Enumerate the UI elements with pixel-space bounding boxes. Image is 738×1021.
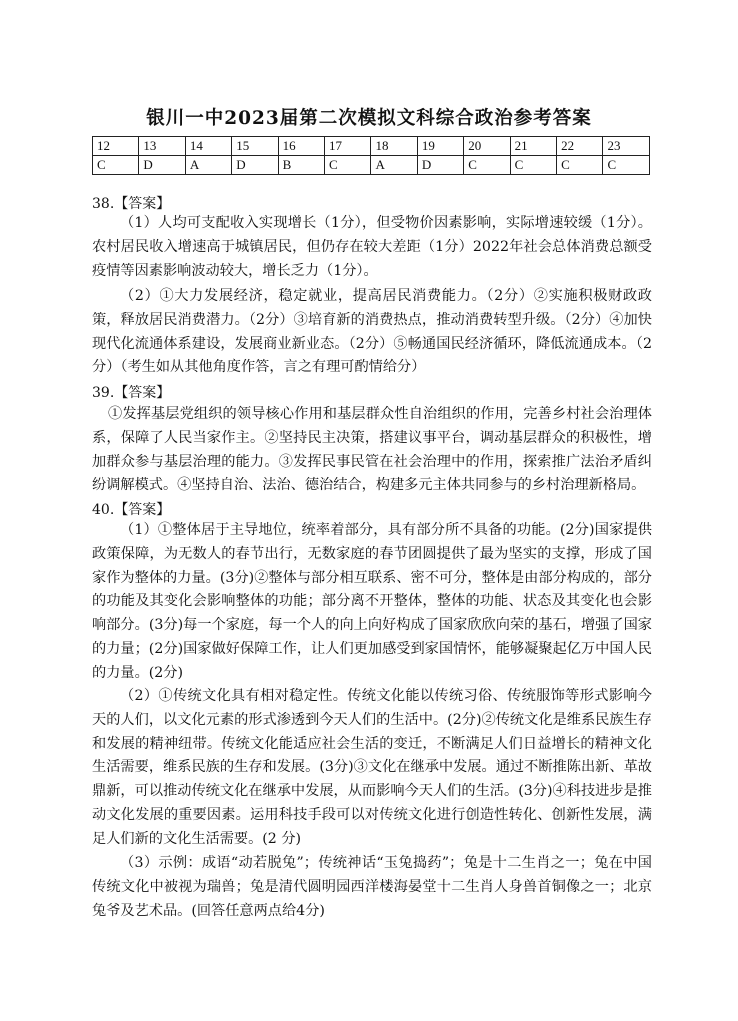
table-cell: D — [139, 156, 185, 175]
table-cell: 17 — [325, 137, 371, 156]
table-cell: 16 — [278, 137, 324, 156]
table-cell: C — [93, 156, 139, 175]
table-cell: B — [278, 156, 324, 175]
table-cell: 12 — [93, 137, 139, 156]
table-cell: 21 — [510, 137, 556, 156]
table-cell: 13 — [139, 137, 185, 156]
table-cell: A — [185, 156, 231, 175]
answer-row — [93, 156, 650, 175]
answer-table — [92, 136, 650, 175]
q40-part1: （1）①整体居于主导地位，统率着部分，具有部分所不具备的功能。(2分)国家提供政策保障，为无数人的春节出行，无数家庭的春节团圆提供了最为坚实的支撑，形成了国家作为整体的力量。(3分)②整体与部分相互联系、密不可分，整体是由部分构成的，部分的功能及其变化会影响整体的功能；部分离不开整体，整体的功能、状态及其变化也会影响部分。(3分)每一个家庭，每一个人的向上向好构成了国家欣欣向荣的基石，增强了国家的力量；(2分)国家做好保障工作，让人们更加感受到家国情怀，能够凝聚起亿万中国人民的力量。(2分) — [92, 522, 652, 681]
table-cell: 23 — [603, 137, 650, 156]
table-cell: D — [232, 156, 278, 175]
q38-heading: 38.【答案】 — [92, 196, 171, 212]
table-cell: 18 — [371, 137, 417, 156]
q38-part1: （1）人均可支配收入实现增长（1分），但受物价因素影响，实际增速较缓（1分）。农村居民收入增速高于城镇居民，但仍存在较大差距（1分）2022年社会总体消费总额受疫情等因素影响波动较大，增长乏力（1分）。 — [92, 215, 652, 279]
question-number-row — [93, 137, 650, 156]
q39-heading: 39.【答案】 — [92, 385, 171, 401]
table-cell: 22 — [557, 137, 603, 156]
page-title: 银川一中2023届第二次模拟文科综合政治参考答案 — [146, 108, 592, 129]
q39-answer: ①发挥基层党组织的领导核心作用和基层群众性自治组织的作用，完善乡村社会治理体系，保障了人民当家作主。②坚持民主决策，搭建议事平台，调动基层群众的积极性，增加群众参与基层治理的能力。③发挥民事民管在社会治理中的作用，探索推广法治矛盾纠纷调解模式。④坚持自治、法治、德治结合，构建多元主体共同参与的乡村治理新格局。 — [92, 406, 652, 494]
table-cell: 14 — [185, 137, 231, 156]
table-cell: C — [603, 156, 650, 175]
table-cell: C — [464, 156, 510, 175]
q40-part2: （2）①传统文化具有相对稳定性。传统文化能以传统习俗、传统服饰等形式影响今天的人们，以文化元素的形式渗透到今天人们的生活中。(2分)②传统文化是维系民族生存和发展的精神纽带。传统文化能适应社会生活的变迁，不断满足人们日益增长的精神文化生活需要，维系民族的生存和发展。(3分)③文化在继承中发展。通过不断推陈出新、革故鼎新，可以推动传统文化在继承中发展，从而影响今天人们的生活。(3分)④科技进步是推动文化发展的重要因素。运用科技手段可以对传统文化进行创造性转化、创新性发展，满足人们新的文化生活需要。(2 分) — [92, 688, 652, 847]
table-cell: 15 — [232, 137, 278, 156]
table-cell: C — [325, 156, 371, 175]
q40-part3: （3）示例：成语“动若脱兔”；传统神话“玉兔捣药”；兔是十二生肖之一；兔在中国传统文化中被视为瑞兽；兔是清代圆明园西洋楼海晏堂十二生肖人身兽首铜像之一；北京兔爷及艺术品。(回答任意两点给4分) — [92, 855, 652, 919]
table-cell: A — [371, 156, 417, 175]
table-cell: D — [417, 156, 463, 175]
table-cell: 20 — [464, 137, 510, 156]
q40-heading: 40.【答案】 — [92, 502, 171, 518]
table-cell: 19 — [417, 137, 463, 156]
table-cell: C — [557, 156, 603, 175]
q38-part2: （2）①大力发展经济，稳定就业，提高居民消费能力。（2分）②实施积极财政政策，释放居民消费潜力。（2分）③培育新的消费热点，推动消费转型升级。（2分）④加快现代化流通体系建设，发展商业新业态。（2分）⑤畅通国民经济循环，降低流通成本。（2分）（考生如从其他角度作答，言之有理可酌情给分） — [92, 288, 652, 376]
table-cell: C — [510, 156, 556, 175]
